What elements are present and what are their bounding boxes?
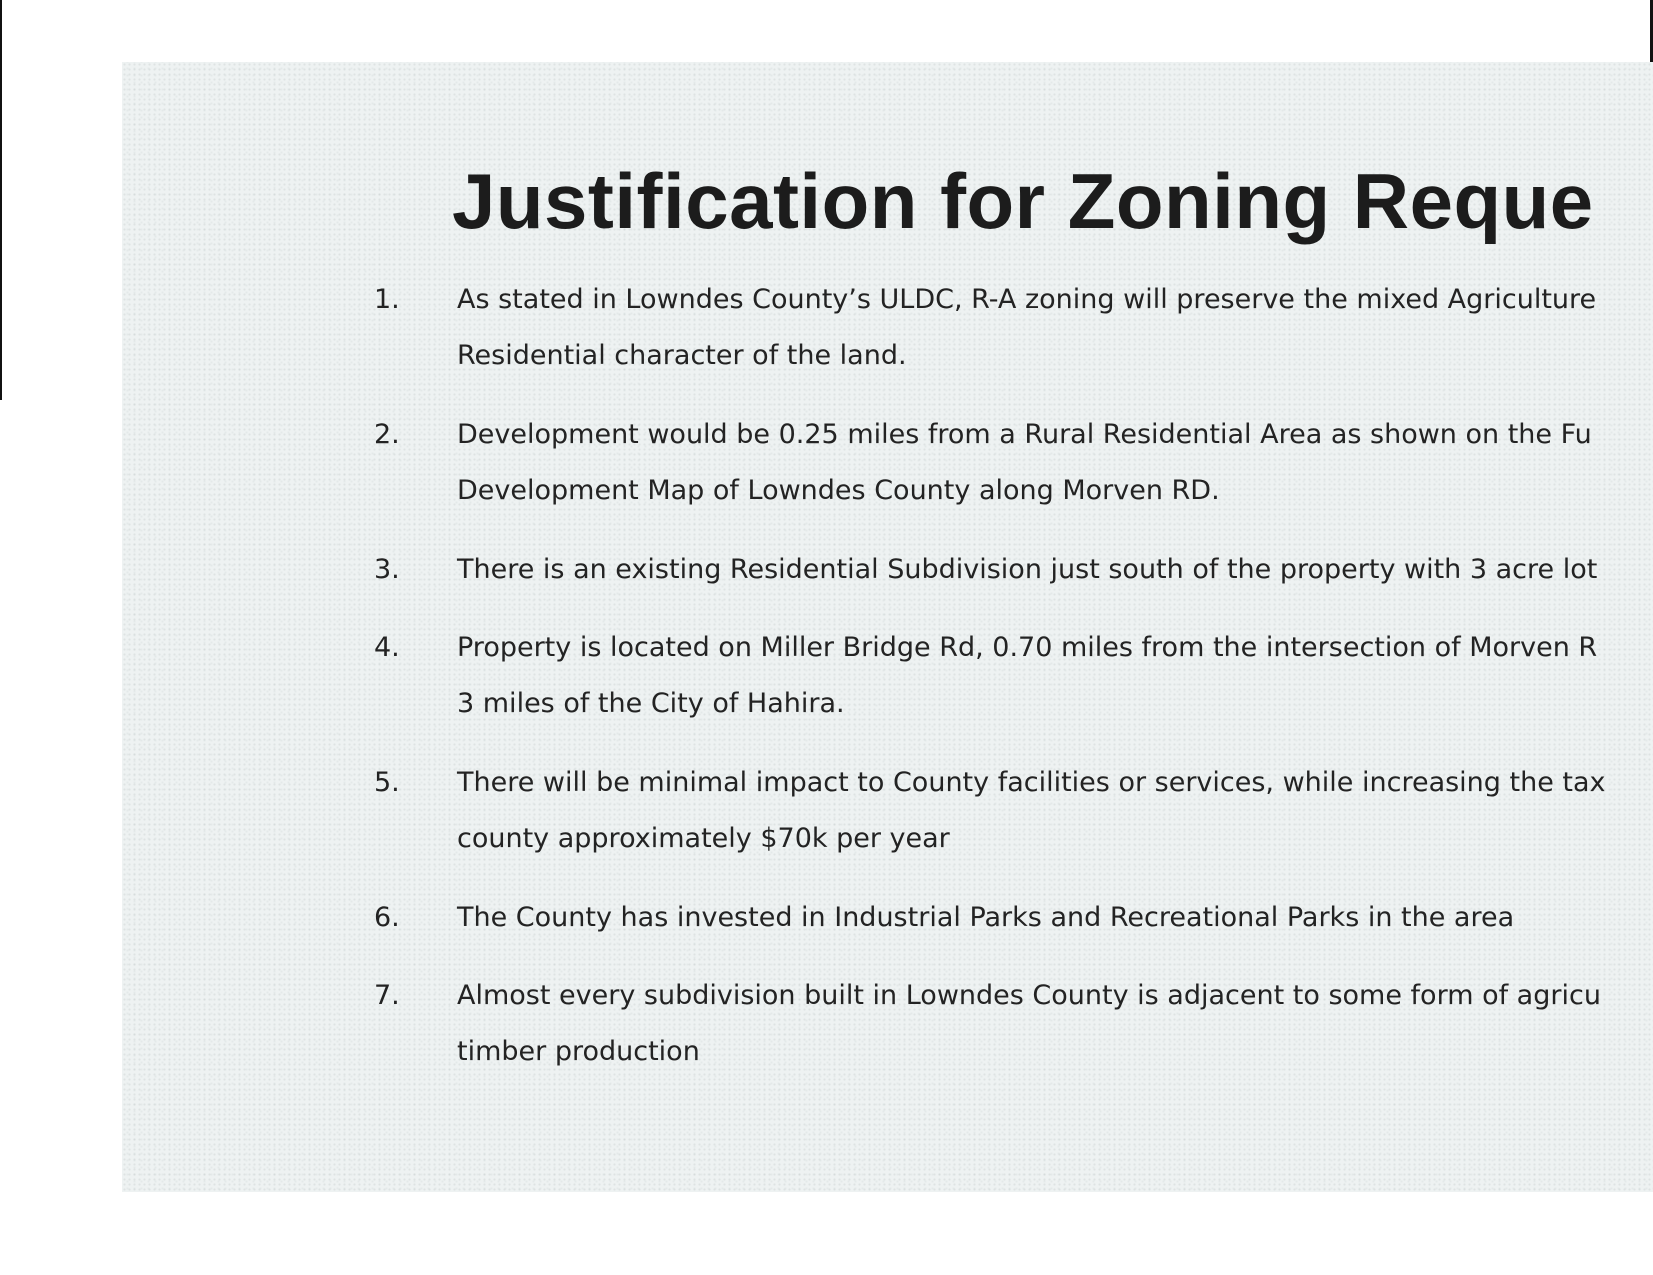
list-number-6: 6.: [374, 902, 400, 933]
list-text-line: As stated in Lowndes County’s ULDC, R-A zoning will preserve the mixed Agriculture: [457, 284, 1597, 315]
list-text-line: Development would be 0.25 miles from a Rural Residential Area as shown on the Fu: [457, 419, 1592, 450]
list-text-line: 3 miles of the City of Hahira.: [457, 688, 845, 719]
list-text-line: Residential character of the land.: [457, 340, 907, 371]
document-page: [122, 62, 1653, 1192]
list-number-4: 4.: [374, 632, 400, 663]
list-text-line: The County has invested in Industrial Parks and Recreational Parks in the area: [457, 902, 1515, 933]
list-text-6: [457, 890, 1653, 946]
list-text-4: [457, 620, 1653, 732]
list-text-2: [457, 407, 1653, 519]
list-text-line: county approximately $70k per year: [457, 823, 950, 854]
list-text-3: [457, 542, 1653, 598]
document-title: Justification for Zoning Reque: [452, 157, 1594, 245]
list-text-1: [457, 272, 1653, 384]
list-text-line: Property is located on Miller Bridge Rd, 0.70 miles from the intersection of Morven R: [457, 632, 1598, 663]
list-number-3: 3.: [374, 554, 400, 585]
list-number-2: 2.: [374, 419, 400, 450]
list-text-line: Almost every subdivision built in Lowndes County is adjacent to some form of agricu: [457, 980, 1601, 1011]
list-number-5: 5.: [374, 767, 400, 798]
list-text-line: Development Map of Lowndes County along Morven RD.: [457, 475, 1220, 506]
list-text-line: There is an existing Residential Subdivision just south of the property with 3 acre lot: [457, 554, 1598, 585]
list-number-7: 7.: [374, 980, 400, 1011]
list-text-line: timber production: [457, 1036, 700, 1067]
list-number-1: 1.: [374, 284, 400, 315]
scan-edge-left: [0, 0, 2, 400]
list-text-5: [457, 755, 1653, 867]
list-text-line: There will be minimal impact to County facilities or services, while increasing the tax: [457, 767, 1606, 798]
list-text-7: [457, 968, 1653, 1080]
